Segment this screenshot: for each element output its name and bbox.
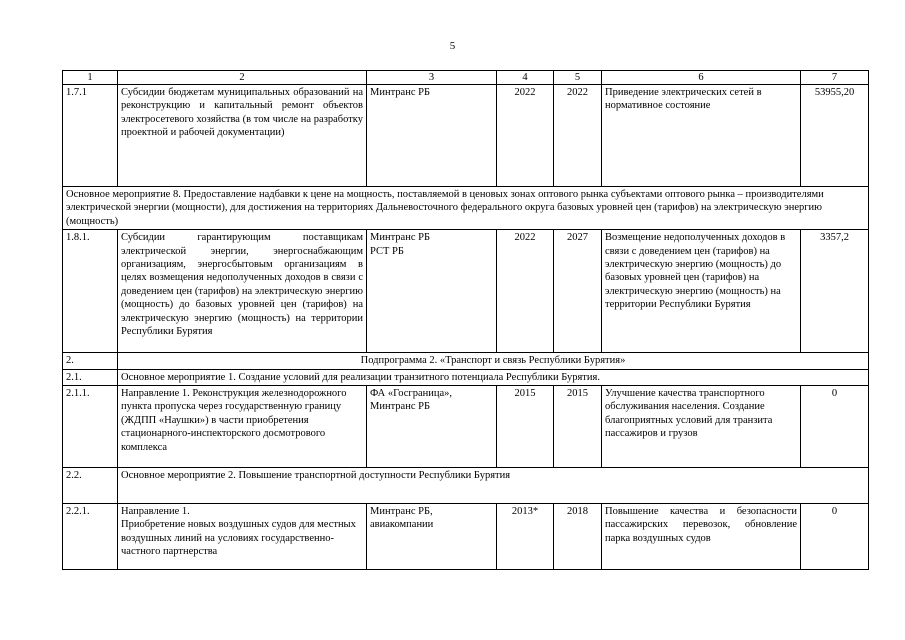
start-year: 2022 [497,85,554,187]
header-cell: 1 [63,71,118,85]
measure-name: Направление 1. Реконструкция железнодорожного пункта пропуска через государственную границу (ЖДПП «Наушки») в части приобретения стационарного-инспекторского досмотрового комплекса [118,386,367,468]
row-number: 2.2. [63,468,118,504]
expected-result: Повышение качества и безопасности пассажирских перевозок, обновление парка воздушных судов [602,504,801,570]
page-number: 5 [449,40,456,52]
executor: Минтранс РБ, авиакомпании [367,504,497,570]
subprogram-title: Подпрограмма 2. «Транспорт и связь Республики Бурятия» [118,353,869,369]
header-row [63,71,869,85]
start-year: 2015 [497,386,554,468]
funding-amount: 0 [801,504,869,570]
start-year: 2022 [497,230,554,353]
measure-name: Направление 1. Приобретение новых воздушных судов для местных воздушных линий на условиях государственно-частного партнерства [118,504,367,570]
main-measure-title: Основное мероприятие 2. Повышение транспортной доступности Республики Бурятия [118,468,869,504]
header-cell: 2 [118,71,367,85]
section-row [63,468,869,504]
section-row [63,369,869,385]
end-year: 2015 [554,386,602,468]
end-year: 2018 [554,504,602,570]
start-year: 2013* [497,504,554,570]
end-year: 2027 [554,230,602,353]
table-row [63,85,869,187]
main-measure-title: Основное мероприятие 1. Создание условий для реализации транзитного потенциала Республики Бурятия. [118,369,869,385]
program-table [62,70,869,570]
row-number: 1.8.1. [63,230,118,353]
expected-result: Возмещение недополученных доходов в связи с доведением цен (тарифов) на электрическую энергию (мощность) до базовых уровней цен (тарифов) на электрическую энергию (мощность) на территории Республики Бурятия [602,230,801,353]
section-row [63,353,869,369]
header-cell: 5 [554,71,602,85]
end-year: 2022 [554,85,602,187]
row-number: 2. [63,353,118,369]
measure-name: Субсидии гарантирующим поставщикам электрической энергии, энергоснабжающим организациям, энергосбытовым организациям в целях возмещения недополученных доходов в связи с доведением цен (тарифов) на электрическую энергию (мощность) до базовых уровней цен (тарифов) на электрическую энергию (мощность) на территории Республики Бурятия [118,230,367,353]
executor: ФА «Госграница», Минтранс РБ [367,386,497,468]
row-number: 1.7.1 [63,85,118,187]
row-number: 2.2.1. [63,504,118,570]
funding-amount: 0 [801,386,869,468]
header-cell: 7 [801,71,869,85]
funding-amount: 53955,20 [801,85,869,187]
table-row [63,504,869,570]
executor: Минтранс РБ РСТ РБ [367,230,497,353]
table-row [63,230,869,353]
executor: Минтранс РБ [367,85,497,187]
table-row [63,386,869,468]
expected-result: Улучшение качества транспортного обслуживания населения. Создание благоприятных условий для транзита пассажиров и грузов [602,386,801,468]
funding-amount: 3357,2 [801,230,869,353]
header-cell: 4 [497,71,554,85]
section-row [63,187,869,230]
row-number: 2.1.1. [63,386,118,468]
row-number: 2.1. [63,369,118,385]
header-cell: 3 [367,71,497,85]
main-measure-title: Основное мероприятие 8. Предоставление надбавки к цене на мощность, поставляемой в ценовых зонах оптового рынка субъектами оптового рынка – производителями электрической энергии (мощности), для достижения на территориях Дальневосточного федерального округа базовых уровней цен (тарифов) на электрическую энергию (мощность) [63,187,869,230]
measure-name: Субсидии бюджетам муниципальных образований на реконструкцию и капитальный ремонт объектов электросетевого хозяйства (в том числе на разработку проектной и рабочей документации) [118,85,367,187]
header-cell: 6 [602,71,801,85]
expected-result: Приведение электрических сетей в нормативное состояние [602,85,801,187]
